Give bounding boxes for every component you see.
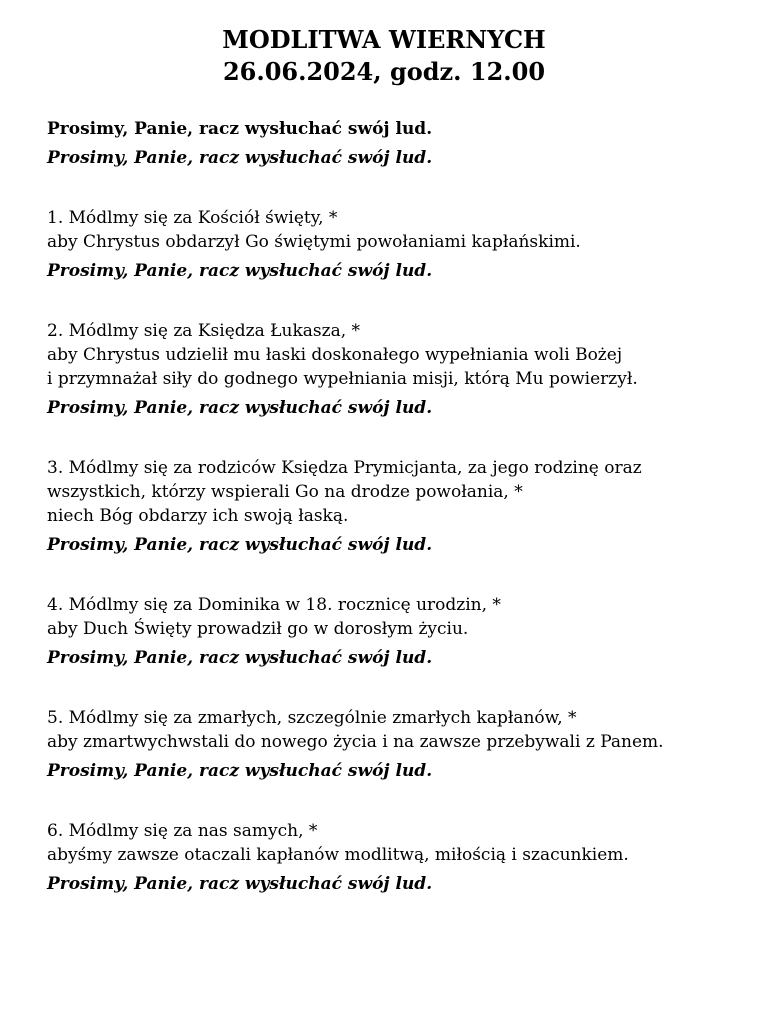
intention-6-line-1: 6. Módlmy się za nas samych, * [47,821,318,841]
intro-response: Prosimy, Panie, racz wysłuchać swój lud. [47,119,433,139]
intention-2-line-3: i przymnażał siły do godnego wypełniania misji, którą Mu powierzył. [47,369,638,389]
intention-3-response: Prosimy, Panie, racz wysłuchać swój lud. [47,535,433,555]
intention-6-line-2: abyśmy zawsze otaczali kapłanów modlitwą, miłością i szacunkiem. [47,845,629,865]
intention-3-line-3: niech Bóg obdarzy ich swoją łaską. [47,506,349,526]
intro-response-italic: Prosimy, Panie, racz wysłuchać swój lud. [47,148,433,168]
intention-4-line-2: aby Duch Święty prowadził go w dorosłym życiu. [47,619,469,639]
document-title: MODLITWA WIERNYCH [222,25,546,54]
intention-3-line-1: 3. Módlmy się za rodziców Księdza Prymicjanta, za jego rodzinę oraz [47,458,642,478]
intention-4-response: Prosimy, Panie, racz wysłuchać swój lud. [47,648,433,668]
intention-4-line-1: 4. Módlmy się za Dominika w 18. rocznicę urodzin, * [47,595,501,615]
intention-1-response: Prosimy, Panie, racz wysłuchać swój lud. [47,261,433,281]
document-date: 26.06.2024, godz. 12.00 [222,57,546,86]
intention-1-line-2: aby Chrystus obdarzył Go świętymi powołaniami kapłańskimi. [47,232,581,252]
intention-2-response: Prosimy, Panie, racz wysłuchać swój lud. [47,398,433,418]
intention-1-line-1: 1. Módlmy się za Kościół święty, * [47,208,338,228]
intention-5-line-2: aby zmartwychwstali do nowego życia i na zawsze przebywali z Panem. [47,732,664,752]
intention-3-line-2: wszystkich, którzy wspierali Go na drodze powołania, * [47,482,523,502]
intention-2-line-1: 2. Módlmy się za Księdza Łukasza, * [47,321,361,341]
intention-5-response: Prosimy, Panie, racz wysłuchać swój lud. [47,761,433,781]
intention-6-response: Prosimy, Panie, racz wysłuchać swój lud. [47,874,433,894]
intention-5-line-1: 5. Módlmy się za zmarłych, szczególnie zmarłych kapłanów, * [47,708,577,728]
intention-2-line-2: aby Chrystus udzielił mu łaski doskonałego wypełniania woli Bożej [47,345,623,365]
